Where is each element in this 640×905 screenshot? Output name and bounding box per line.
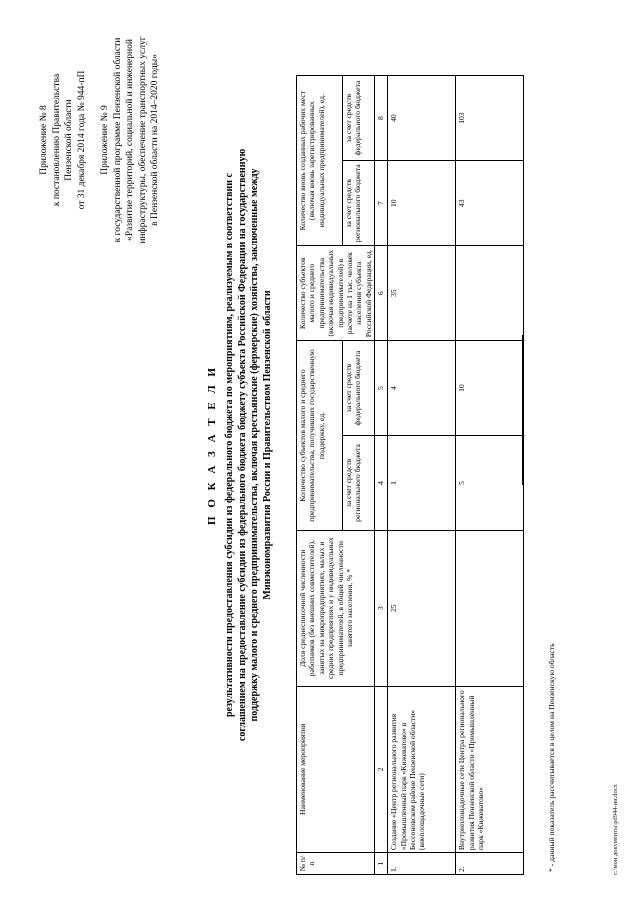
appendix-8-title: Приложение № 8 [39, 105, 49, 175]
appendix-8-line: Пензенской области [64, 99, 74, 181]
document-subtitle-line: Минэкономразвития России и Правительством Пензенской области [261, 290, 273, 600]
row-federal: 4 [388, 341, 456, 436]
header-row [297, 76, 343, 875]
header-regional: за счет средств регионального бюджета [343, 436, 375, 531]
row-name: Создание «Центр регионального развития «Промышленный парк «Кижеватово» в Бессоновском районе Пензенской области» (внеплощадочные сети) [388, 686, 456, 853]
row-jobs-regional: 43 [456, 161, 524, 246]
appendix-9-line: инфраструктуры, обеспечение транспортных услуг [137, 36, 148, 244]
col-number: 3 [375, 530, 388, 686]
row-num: 2. [456, 853, 524, 875]
col-number: 1 [375, 853, 388, 875]
header-name: Наименование мероприятия [297, 686, 375, 853]
header-jobs-regional: за счет средств регионального бюджета [343, 161, 375, 246]
row-share: 25 [388, 530, 456, 686]
header-jobs-group: Количество вновь созданных рабочих мест (включая вновь зарегистрированных индивидуальных предпринимателей), ед. [297, 76, 343, 246]
row-num: 1. [388, 853, 456, 875]
file-path: c:\мои документы\pd944-ии.docx [612, 784, 619, 875]
col-number: 6 [375, 246, 388, 341]
header-per-1000: Количество субъектов малого и среднего предпринимательства (включая индивидуальных предпринимателей) в расчете на 1 тыс. человек населения субъекта Российской Федерации, ед. [297, 246, 375, 341]
header-share: Доля среднесписочной численности работников (без внешних совместителей), занятых на микропредприятиях, малых и средних предприятиях и у индивидуальных предпринимателей, в общей численности занятого населения, % * [297, 530, 375, 686]
row-regional: 1 [388, 436, 456, 531]
row-share [456, 530, 524, 686]
document-subtitle-line: поддержку малого и среднего предпринимательства, включая крестьянские (фермерские) хозяйства, заключенные между [249, 168, 260, 722]
header-num: № п/п [297, 853, 375, 875]
appendix-9-line: к государственной программе Пензенской области [112, 37, 123, 243]
table-row [456, 76, 524, 875]
separator-line [522, 335, 523, 485]
indicators-table [296, 75, 524, 875]
row-name: Внутриплощадочные сети Центра регионального развития Пензенской области «Промышленный парк «Кижеватово» [456, 686, 524, 853]
appendix-9-title: Приложение № 9 [100, 105, 110, 175]
appendix-8-line: к постановлению Правительства [51, 73, 62, 207]
appendix-9-line: «Развитие территорий, социальной и инженерной [125, 39, 135, 241]
document-subtitle-line: соглашением на предоставление субсидии из федерального бюджета бюджету субъекта Российской Федерации на государственную [236, 148, 248, 742]
footnote: * - данный показатель рассчитывается в целом на Пензенскую область [547, 643, 556, 872]
document-title: П О К А З А Т Е Л И [206, 365, 218, 525]
appendix-8-date: от 31 декабря 2014 года № 944-пП [76, 70, 87, 210]
row-per-1000 [456, 246, 524, 341]
appendix-header [38, 15, 162, 265]
row-jobs-federal: 40 [388, 76, 456, 161]
col-number: 7 [375, 161, 388, 246]
row-regional: 5 [456, 436, 524, 531]
document-title-block [206, 40, 274, 850]
table-row [388, 76, 456, 875]
appendix-9-line: в Пензенской области на 2014–2020 годы» [150, 54, 160, 226]
column-numbers-row [375, 76, 388, 875]
col-number: 8 [375, 76, 388, 161]
row-federal: 10 [456, 341, 524, 436]
col-number: 5 [375, 341, 388, 436]
col-number: 4 [375, 436, 388, 531]
row-per-1000: 35 [388, 246, 456, 341]
header-subjects-group: Количество субъектов малого и среднего предпринимательства, получивших государственную поддержку, ед. [297, 341, 343, 531]
row-jobs-regional: 10 [388, 161, 456, 246]
row-jobs-federal: 103 [456, 76, 524, 161]
col-number: 2 [375, 686, 388, 853]
document-subtitle-line: результативности предоставления субсидии из федерального бюджета по мероприятиям, реализуемым в соответствии с [224, 173, 235, 717]
header-federal: за счет средств федерального бюджета [343, 341, 375, 436]
header-jobs-federal: за счет средств федерального бюджета [343, 76, 375, 161]
